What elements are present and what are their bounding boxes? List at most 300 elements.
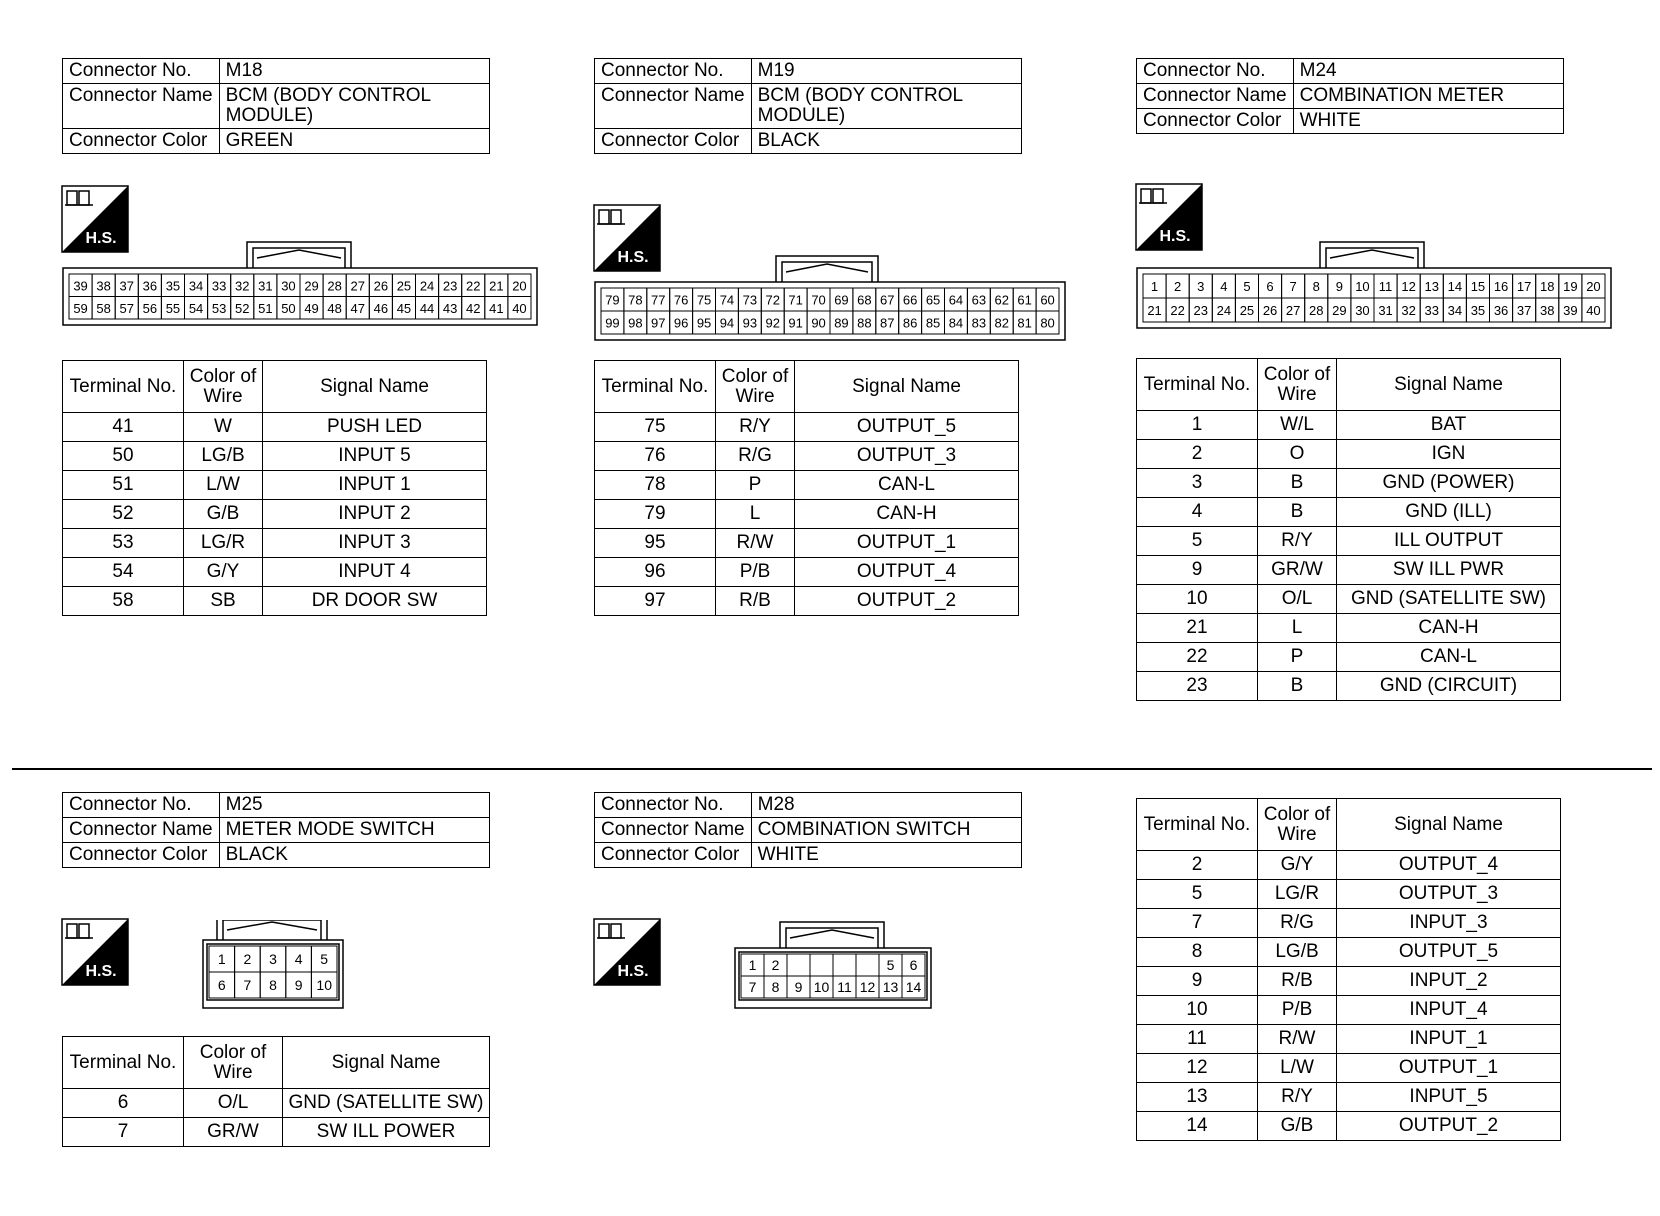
terminal-no: 6 xyxy=(63,1089,184,1118)
signal-name-header: Signal Name xyxy=(263,361,487,413)
pin-number: 10 xyxy=(1355,279,1370,294)
signal-name: OUTPUT_2 xyxy=(795,587,1019,616)
latch-tab xyxy=(217,920,327,940)
terminal-no: 76 xyxy=(595,442,716,471)
terminal-row xyxy=(63,587,487,616)
terminal-no: 7 xyxy=(1137,909,1258,938)
wire-color: G/Y xyxy=(1258,851,1337,880)
terminal-row xyxy=(595,529,1019,558)
latch-tab-inner xyxy=(1326,248,1418,268)
pin-number: 47 xyxy=(350,300,365,316)
pin-number: 20 xyxy=(1586,279,1601,294)
signal-name: OUTPUT_3 xyxy=(1337,880,1561,909)
connector-color-value: BLACK xyxy=(219,843,489,868)
pin-number: 63 xyxy=(971,292,987,308)
pin-number: 45 xyxy=(396,300,412,316)
hs-label: H.S. xyxy=(617,249,649,266)
connector-color-label: Connector Color xyxy=(595,129,752,154)
pin-number: 48 xyxy=(327,300,342,316)
pin-number: 37 xyxy=(119,278,134,294)
signal-name: OUTPUT_2 xyxy=(1337,1112,1561,1141)
signal-name: INPUT 2 xyxy=(263,500,487,529)
pin-number: 13 xyxy=(882,979,899,995)
pin-number: 4 xyxy=(1220,279,1228,294)
pin-number: 25 xyxy=(396,278,412,294)
pin-number: 53 xyxy=(211,300,227,316)
pin-number: 11 xyxy=(1378,279,1393,294)
connector-color-label: Connector Color xyxy=(595,843,752,868)
connector-color-value: GREEN xyxy=(219,129,489,154)
terminal-row xyxy=(595,587,1019,616)
signal-name: INPUT_1 xyxy=(1337,1025,1561,1054)
signal-name: ILL OUTPUT xyxy=(1337,527,1561,556)
pin-number: 40 xyxy=(512,300,527,316)
terminal-no: 96 xyxy=(595,558,716,587)
wire-color-header: Color of Wire xyxy=(1258,799,1337,851)
connector-color-label: Connector Color xyxy=(63,129,220,154)
wire-color: R/B xyxy=(1258,967,1337,996)
latch-arrow xyxy=(1330,250,1414,258)
signal-name: OUTPUT_4 xyxy=(1337,851,1561,880)
pin-number: 30 xyxy=(1355,303,1370,318)
wire-color: B xyxy=(1258,469,1337,498)
m25-connector-face xyxy=(202,920,346,1012)
pin-number: 7 xyxy=(1289,279,1297,294)
pin-number: 88 xyxy=(857,315,872,331)
pin-number: 8 xyxy=(771,979,780,995)
pin-number: 57 xyxy=(119,300,134,316)
connector-name-label: Connector Name xyxy=(63,818,220,843)
pin-number: 70 xyxy=(811,292,826,308)
wire-color: W xyxy=(184,413,263,442)
pin-number: 90 xyxy=(811,315,826,331)
connector-color-label: Connector Color xyxy=(1137,109,1294,134)
pin-number: 5 xyxy=(320,951,329,967)
connector-name-value: BCM (BODY CONTROL MODULE) xyxy=(751,84,1021,129)
harness-side-icon xyxy=(61,918,129,986)
terminal-no: 2 xyxy=(1137,851,1258,880)
pin-number: 81 xyxy=(1017,315,1032,331)
signal-name: GND (ILL) xyxy=(1337,498,1561,527)
pin-number: 14 xyxy=(905,979,922,995)
pin-number: 64 xyxy=(948,292,964,308)
wire-color: L xyxy=(716,500,795,529)
pin-number: 38 xyxy=(96,278,111,294)
signal-name: BAT xyxy=(1337,411,1561,440)
signal-name: IGN xyxy=(1337,440,1561,469)
pin-number: 7 xyxy=(243,977,252,993)
pin-number: 49 xyxy=(304,300,319,316)
terminal-row xyxy=(63,442,487,471)
pin-number: 1 xyxy=(1150,279,1159,294)
pin-number: 6 xyxy=(217,977,226,993)
terminal-row xyxy=(1137,672,1561,701)
terminal-no: 10 xyxy=(1137,996,1258,1025)
wire-color: R/W xyxy=(1258,1025,1337,1054)
connector-name-value: BCM (BODY CONTROL MODULE) xyxy=(219,84,489,129)
terminal-row xyxy=(1137,996,1561,1025)
terminal-no: 41 xyxy=(63,413,184,442)
pin-number: 42 xyxy=(466,300,481,316)
latch-tab xyxy=(780,922,884,948)
pin-number: 67 xyxy=(880,292,895,308)
pin-number: 87 xyxy=(880,315,895,331)
wire-color: O xyxy=(1258,440,1337,469)
terminal-row xyxy=(63,558,487,587)
pin-number: 99 xyxy=(605,315,620,331)
terminal-no: 10 xyxy=(1137,585,1258,614)
pin-number: 84 xyxy=(948,315,964,331)
terminal-row xyxy=(1137,880,1561,909)
pin-number: 43 xyxy=(442,300,458,316)
pin-number: 74 xyxy=(719,292,735,308)
wire-color: P/B xyxy=(1258,996,1337,1025)
pin-number: 91 xyxy=(788,315,803,331)
wire-color: GR/W xyxy=(1258,556,1337,585)
pin-number: 4 xyxy=(294,951,303,967)
signal-name: OUTPUT_5 xyxy=(1337,938,1561,967)
pin-number: 52 xyxy=(235,300,250,316)
terminal-row xyxy=(595,442,1019,471)
connector-color-value: BLACK xyxy=(751,129,1021,154)
pin-number: 79 xyxy=(605,292,620,308)
pin-number: 16 xyxy=(1493,279,1509,294)
connector-no-value: M18 xyxy=(219,59,489,84)
terminal-row xyxy=(1137,1054,1561,1083)
wire-color: R/G xyxy=(716,442,795,471)
signal-name: INPUT 5 xyxy=(263,442,487,471)
signal-name: SW ILL PWR xyxy=(1337,556,1561,585)
pin-number: 93 xyxy=(742,315,758,331)
pin-number: 36 xyxy=(142,278,158,294)
pin-number: 80 xyxy=(1040,315,1055,331)
terminal-row xyxy=(595,500,1019,529)
terminal-row xyxy=(1137,498,1561,527)
terminal-no: 79 xyxy=(595,500,716,529)
wire-color-header: Color of Wire xyxy=(716,361,795,413)
terminal-no-header: Terminal No. xyxy=(595,361,716,413)
m24-info-table xyxy=(1136,58,1564,134)
pin-number: 89 xyxy=(834,315,849,331)
terminal-no: 5 xyxy=(1137,880,1258,909)
wire-color: G/B xyxy=(1258,1112,1337,1141)
pin-number: 66 xyxy=(902,292,918,308)
wire-color-header: Color of Wire xyxy=(184,361,263,413)
pin-number: 97 xyxy=(651,315,666,331)
signal-name: CAN-H xyxy=(1337,614,1561,643)
signal-name: INPUT_5 xyxy=(1337,1083,1561,1112)
terminal-row xyxy=(1137,1025,1561,1054)
pin-number: 98 xyxy=(628,315,643,331)
terminal-no: 1 xyxy=(1137,411,1258,440)
m19-connector-face xyxy=(594,254,1068,344)
latch-arrow xyxy=(786,264,868,272)
terminal-row xyxy=(1137,643,1561,672)
pin-number: 39 xyxy=(73,278,88,294)
terminal-no: 58 xyxy=(63,587,184,616)
connector-name-label: Connector Name xyxy=(1137,84,1294,109)
pin-number: 73 xyxy=(742,292,758,308)
pin-number: 14 xyxy=(1447,279,1463,294)
pin-number: 20 xyxy=(512,278,527,294)
pin-number: 24 xyxy=(1216,303,1232,318)
terminal-row xyxy=(1137,1083,1561,1112)
hs-label: H.S. xyxy=(1159,228,1191,245)
latch-tab-inner xyxy=(253,248,345,268)
latch-arrow xyxy=(227,922,317,930)
pin-number: 95 xyxy=(696,315,712,331)
pin-number: 65 xyxy=(925,292,941,308)
wire-color: LG/R xyxy=(184,529,263,558)
signal-name: PUSH LED xyxy=(263,413,487,442)
latch-tab xyxy=(776,256,878,282)
section-divider xyxy=(12,768,1652,770)
terminal-no: 14 xyxy=(1137,1112,1258,1141)
terminal-row xyxy=(595,413,1019,442)
connector-color-value: WHITE xyxy=(751,843,1021,868)
pin-number: 92 xyxy=(765,315,780,331)
pin-number: 37 xyxy=(1516,303,1532,318)
pin-number: 23 xyxy=(1193,303,1208,318)
terminal-no: 5 xyxy=(1137,527,1258,556)
latch-tab-inner xyxy=(223,920,321,940)
signal-name-header: Signal Name xyxy=(1337,799,1561,851)
wire-color: R/Y xyxy=(1258,527,1337,556)
wire-color: P xyxy=(716,471,795,500)
wire-color: G/Y xyxy=(184,558,263,587)
pin-number: 40 xyxy=(1586,303,1601,318)
m24-connector-face xyxy=(1136,240,1614,332)
signal-name: OUTPUT_1 xyxy=(795,529,1019,558)
connector-name-value: COMBINATION METER xyxy=(1293,84,1563,109)
terminal-row xyxy=(1137,614,1561,643)
pin-number: 5 xyxy=(1243,279,1251,294)
pin-number: 62 xyxy=(994,292,1009,308)
pin-number: 94 xyxy=(719,315,735,331)
m28-connector-face xyxy=(734,920,934,1012)
pin-number: 54 xyxy=(188,300,204,316)
pin-number: 21 xyxy=(489,278,504,294)
connector-no-label: Connector No. xyxy=(595,59,752,84)
connector-no-label: Connector No. xyxy=(595,793,752,818)
terminal-no: 3 xyxy=(1137,469,1258,498)
wire-color: P/B xyxy=(716,558,795,587)
signal-name: OUTPUT_3 xyxy=(795,442,1019,471)
pin-number: 60 xyxy=(1040,292,1055,308)
wire-color: GR/W xyxy=(184,1118,283,1147)
hs-label: H.S. xyxy=(617,963,649,980)
wire-color: B xyxy=(1258,672,1337,701)
signal-name: SW ILL POWER xyxy=(283,1118,490,1147)
pin-number: 82 xyxy=(994,315,1009,331)
terminal-no: 4 xyxy=(1137,498,1258,527)
pin-number: 71 xyxy=(788,292,803,308)
signal-name-header: Signal Name xyxy=(795,361,1019,413)
pin-number: 2 xyxy=(243,951,252,967)
connector-no-value: M25 xyxy=(219,793,489,818)
terminal-row xyxy=(63,500,487,529)
pin-number: 83 xyxy=(971,315,987,331)
terminal-row xyxy=(1137,585,1561,614)
pin-number: 23 xyxy=(442,278,458,294)
wire-color: B xyxy=(1258,498,1337,527)
signal-name: CAN-H xyxy=(795,500,1019,529)
wire-color: R/B xyxy=(716,587,795,616)
terminal-no: 8 xyxy=(1137,938,1258,967)
pin-number: 1 xyxy=(217,951,226,967)
terminal-row xyxy=(63,1118,490,1147)
terminal-no: 75 xyxy=(595,413,716,442)
wire-color: W/L xyxy=(1258,411,1337,440)
m18-connector-face xyxy=(62,240,540,328)
pin-number: 26 xyxy=(1262,303,1278,318)
terminal-no-header: Terminal No. xyxy=(1137,799,1258,851)
connector-name-value: COMBINATION SWITCH xyxy=(751,818,1021,843)
pin-number: 6 xyxy=(1266,279,1274,294)
terminal-no: 54 xyxy=(63,558,184,587)
pin-number: 41 xyxy=(489,300,504,316)
wire-color: SB xyxy=(184,587,263,616)
terminal-row xyxy=(1137,967,1561,996)
terminal-no: 78 xyxy=(595,471,716,500)
signal-name-header: Signal Name xyxy=(283,1037,490,1089)
m19-terminal-table xyxy=(594,360,1019,616)
wire-color: P xyxy=(1258,643,1337,672)
pin-number: 68 xyxy=(857,292,872,308)
pin-number: 34 xyxy=(188,278,204,294)
pin-number: 30 xyxy=(281,278,296,294)
wire-color-header: Color of Wire xyxy=(1258,359,1337,411)
m28-terminal-table xyxy=(1136,798,1561,1141)
latch-arrow xyxy=(790,930,874,938)
wire-color: R/Y xyxy=(1258,1083,1337,1112)
pin-number: 22 xyxy=(466,278,481,294)
terminal-row xyxy=(1137,556,1561,585)
pin-number: 27 xyxy=(1285,303,1301,318)
m28-info-table xyxy=(594,792,1022,868)
pin-cell xyxy=(833,954,856,976)
connector-name-label: Connector Name xyxy=(595,84,752,129)
pin-number: 61 xyxy=(1017,292,1032,308)
pin-number: 58 xyxy=(96,300,111,316)
pin-number: 11 xyxy=(837,979,852,995)
pin-number: 10 xyxy=(813,979,830,995)
connector-name-label: Connector Name xyxy=(63,84,220,129)
signal-name: INPUT_3 xyxy=(1337,909,1561,938)
pin-number: 13 xyxy=(1424,279,1439,294)
pin-number: 22 xyxy=(1170,303,1185,318)
terminal-no: 13 xyxy=(1137,1083,1258,1112)
latch-arrow xyxy=(257,250,341,258)
terminal-row xyxy=(1137,527,1561,556)
terminal-no: 50 xyxy=(63,442,184,471)
signal-name: INPUT_2 xyxy=(1337,967,1561,996)
pin-number: 28 xyxy=(1309,303,1324,318)
terminal-no: 51 xyxy=(63,471,184,500)
connector-no-value: M24 xyxy=(1293,59,1563,84)
terminal-no-header: Terminal No. xyxy=(63,361,184,413)
terminal-row xyxy=(1137,851,1561,880)
pin-number: 5 xyxy=(886,957,895,973)
signal-name-header: Signal Name xyxy=(1337,359,1561,411)
pin-number: 38 xyxy=(1540,303,1555,318)
signal-name: INPUT 3 xyxy=(263,529,487,558)
pin-number: 19 xyxy=(1563,279,1578,294)
pin-cell xyxy=(810,954,833,976)
pin-number: 10 xyxy=(316,977,332,993)
pin-number: 33 xyxy=(211,278,227,294)
pin-cell xyxy=(856,954,879,976)
signal-name: OUTPUT_4 xyxy=(795,558,1019,587)
wire-color: LG/R xyxy=(1258,880,1337,909)
pin-number: 3 xyxy=(269,951,277,967)
latch-tab-inner xyxy=(782,262,872,282)
latch-tab-inner xyxy=(786,928,878,948)
m19-info-table xyxy=(594,58,1022,154)
pin-number: 25 xyxy=(1239,303,1255,318)
pin-number: 18 xyxy=(1540,279,1555,294)
wire-color: LG/B xyxy=(184,442,263,471)
hs-label: H.S. xyxy=(85,230,117,247)
pin-number: 59 xyxy=(73,300,88,316)
pin-number: 86 xyxy=(902,315,918,331)
pin-number: 9 xyxy=(794,979,803,995)
pin-number: 9 xyxy=(294,977,303,993)
m18-terminal-table xyxy=(62,360,487,616)
signal-name: GND (SATELLITE SW) xyxy=(283,1089,490,1118)
pin-number: 85 xyxy=(925,315,941,331)
connector-color-label: Connector Color xyxy=(63,843,220,868)
wire-color: R/W xyxy=(716,529,795,558)
terminal-no: 2 xyxy=(1137,440,1258,469)
terminal-no: 23 xyxy=(1137,672,1258,701)
pin-number: 36 xyxy=(1493,303,1509,318)
wire-color: R/Y xyxy=(716,413,795,442)
pin-number: 21 xyxy=(1147,303,1162,318)
m24-terminal-table xyxy=(1136,358,1561,701)
pin-number: 55 xyxy=(165,300,181,316)
pin-number: 77 xyxy=(651,292,666,308)
pin-number: 2 xyxy=(771,957,780,973)
terminal-row xyxy=(595,471,1019,500)
pin-number: 7 xyxy=(748,979,757,995)
connector-name-value: METER MODE SWITCH xyxy=(219,818,489,843)
terminal-no: 12 xyxy=(1137,1054,1258,1083)
terminal-no: 7 xyxy=(63,1118,184,1147)
terminal-no: 97 xyxy=(595,587,716,616)
pin-number: 76 xyxy=(673,292,689,308)
pin-number: 75 xyxy=(696,292,712,308)
m25-terminal-table xyxy=(62,1036,490,1147)
m18-info-table xyxy=(62,58,490,154)
pin-number: 26 xyxy=(373,278,389,294)
pin-number: 17 xyxy=(1516,279,1532,294)
terminal-no: 22 xyxy=(1137,643,1258,672)
connector-name-label: Connector Name xyxy=(595,818,752,843)
terminal-row xyxy=(1137,909,1561,938)
pin-number: 34 xyxy=(1447,303,1463,318)
latch-tab xyxy=(247,242,351,268)
hs-label: H.S. xyxy=(85,963,117,980)
connector-no-label: Connector No. xyxy=(63,59,220,84)
pin-number: 28 xyxy=(327,278,342,294)
pin-number: 2 xyxy=(1174,279,1182,294)
connector-no-label: Connector No. xyxy=(63,793,220,818)
m25-info-table xyxy=(62,792,490,868)
signal-name: OUTPUT_5 xyxy=(795,413,1019,442)
pin-number: 6 xyxy=(909,957,918,973)
signal-name: GND (CIRCUIT) xyxy=(1337,672,1561,701)
